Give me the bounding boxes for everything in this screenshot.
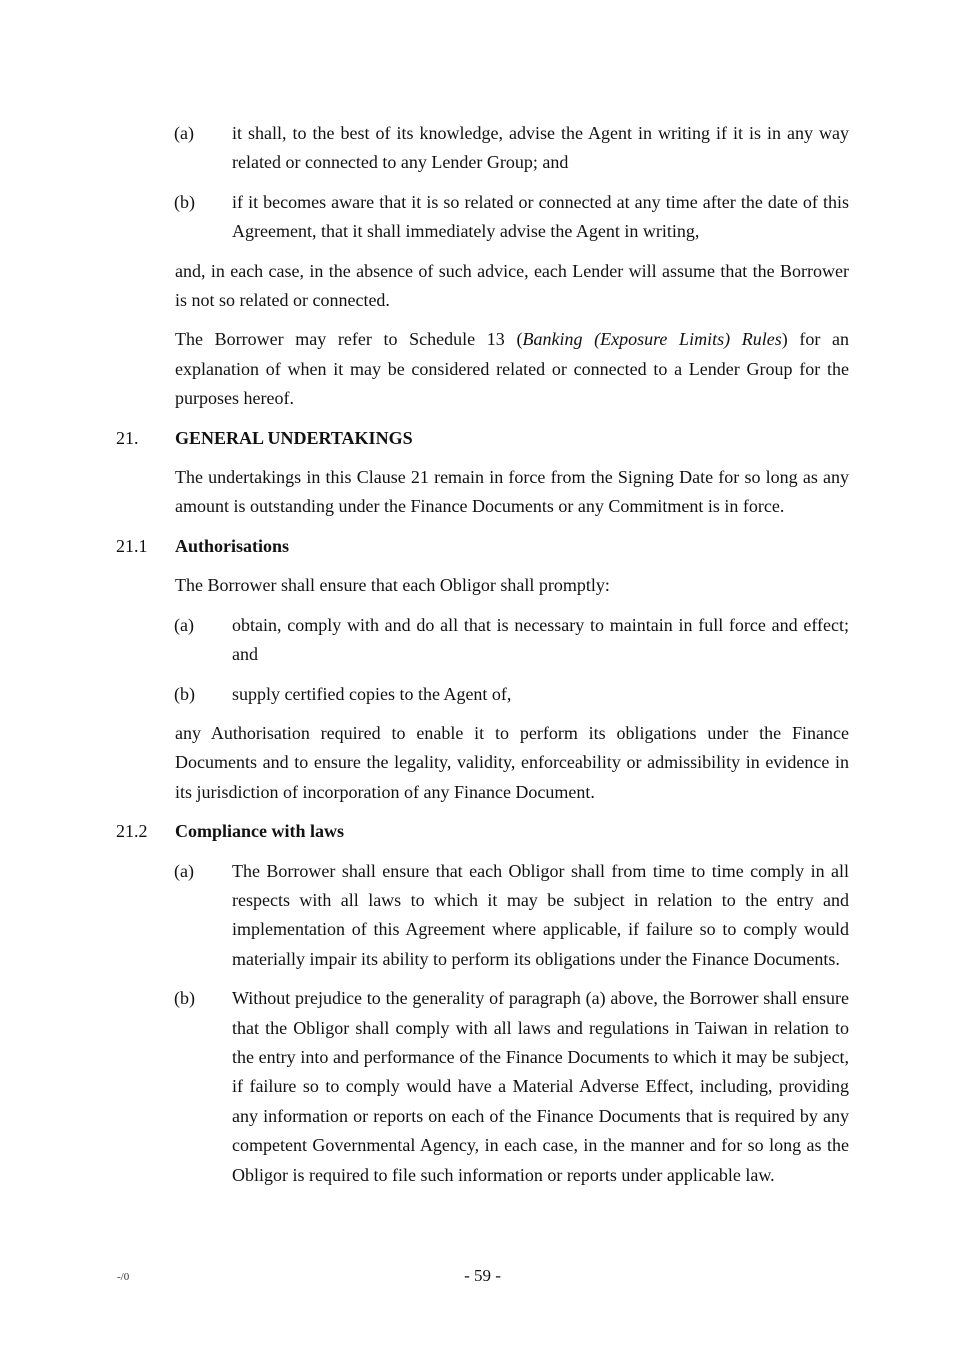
- section-intro: The undertakings in this Clause 21 remain in force from the Signing Date for so long as any amount is outstanding under the Finance Documents or any Commitment is in force.: [175, 467, 849, 517]
- section-number: 21.2: [116, 821, 148, 842]
- schedule-ref-title: Banking (Exposure Limits) Rules: [522, 329, 782, 350]
- list-item: [174, 611, 849, 670]
- closing-paragraph: any Authorisation required to enable it to perform its obligations under the Finance Documents and to ensure the legality, validity, enforceability or admissibility in evidence in its jurisdiction of incorporation of any Finance Document.: [175, 722, 849, 802]
- page-number: - 59 -: [464, 1266, 501, 1285]
- section-number: 21.1: [116, 535, 148, 556]
- item-text: if it becomes aware that it is so related or connected at any time after the date of this Agreement, that it shall immediately advise the Agent in writing,: [232, 191, 849, 242]
- item-text: obtain, comply with and do all that is necessary to maintain in full force and effect; and: [232, 614, 849, 665]
- section-title: Compliance with laws: [175, 821, 345, 842]
- section-heading-21: [116, 424, 965, 453]
- page-content: [0, 119, 965, 1200]
- schedule-reference-paragraph: [175, 325, 849, 413]
- item-label: (b): [174, 683, 195, 704]
- item-text: it shall, to the best of its knowledge, advise the Agent in writing if it is in any way related or connected to any Lender Group; and: [232, 123, 849, 173]
- section-number: 21.: [116, 427, 139, 448]
- item-label: (a): [174, 614, 194, 635]
- document-reference: -/0: [117, 1271, 130, 1283]
- item-label: (a): [174, 860, 194, 881]
- item-label: (b): [174, 988, 195, 1009]
- list-item: [174, 857, 849, 975]
- section-title: GENERAL UNDERTAKINGS: [175, 427, 413, 448]
- item-text: Without prejudice to the generality of paragraph (a) above, the Borrower shall ensure that the Obligor shall comply with all laws and regulations in Taiwan in relation to the entry into and performance of the Finance Documents to which it may be subject, if failure so to comply would have a Material Adverse Effect, including, providing any information or reports on each of the Finance Documents that is required by any competent Governmental Agency, in each case, in the manner and for so long as the Obligor is required to file such information or reports under applicable law.: [232, 988, 849, 1185]
- section-title: Authorisations: [175, 535, 290, 556]
- section-intro: The Borrower shall ensure that each Obligor shall promptly:: [175, 575, 610, 596]
- item-label: (a): [174, 123, 194, 143]
- list-item: [174, 680, 849, 709]
- list-item: [174, 119, 849, 178]
- item-text: supply certified copies to the Agent of,: [232, 683, 512, 704]
- schedule-ref-before: The Borrower may refer to Schedule 13 (: [175, 329, 523, 350]
- item-text: The Borrower shall ensure that each Obligor shall from time to time comply in all respects with all laws to which it may be subject in relation to the entry and implementation of this Agreement where applicable, if failure so to comply would materially impair its ability to perform its obligations under the Finance Documents.: [232, 860, 849, 969]
- section-heading-21-1: [116, 532, 965, 561]
- list-item: [174, 984, 849, 1190]
- item-label: (b): [174, 191, 195, 212]
- schedule-ref-after: ) for an explanation of when it may be considered related or connected to a Lender Group for the purposes hereof.: [175, 329, 849, 409]
- section-heading-21-2: [116, 817, 965, 846]
- closing-paragraph: and, in each case, in the absence of such advice, each Lender will assume that the Borrower is not so related or connected.: [175, 260, 849, 311]
- list-item: [174, 188, 849, 247]
